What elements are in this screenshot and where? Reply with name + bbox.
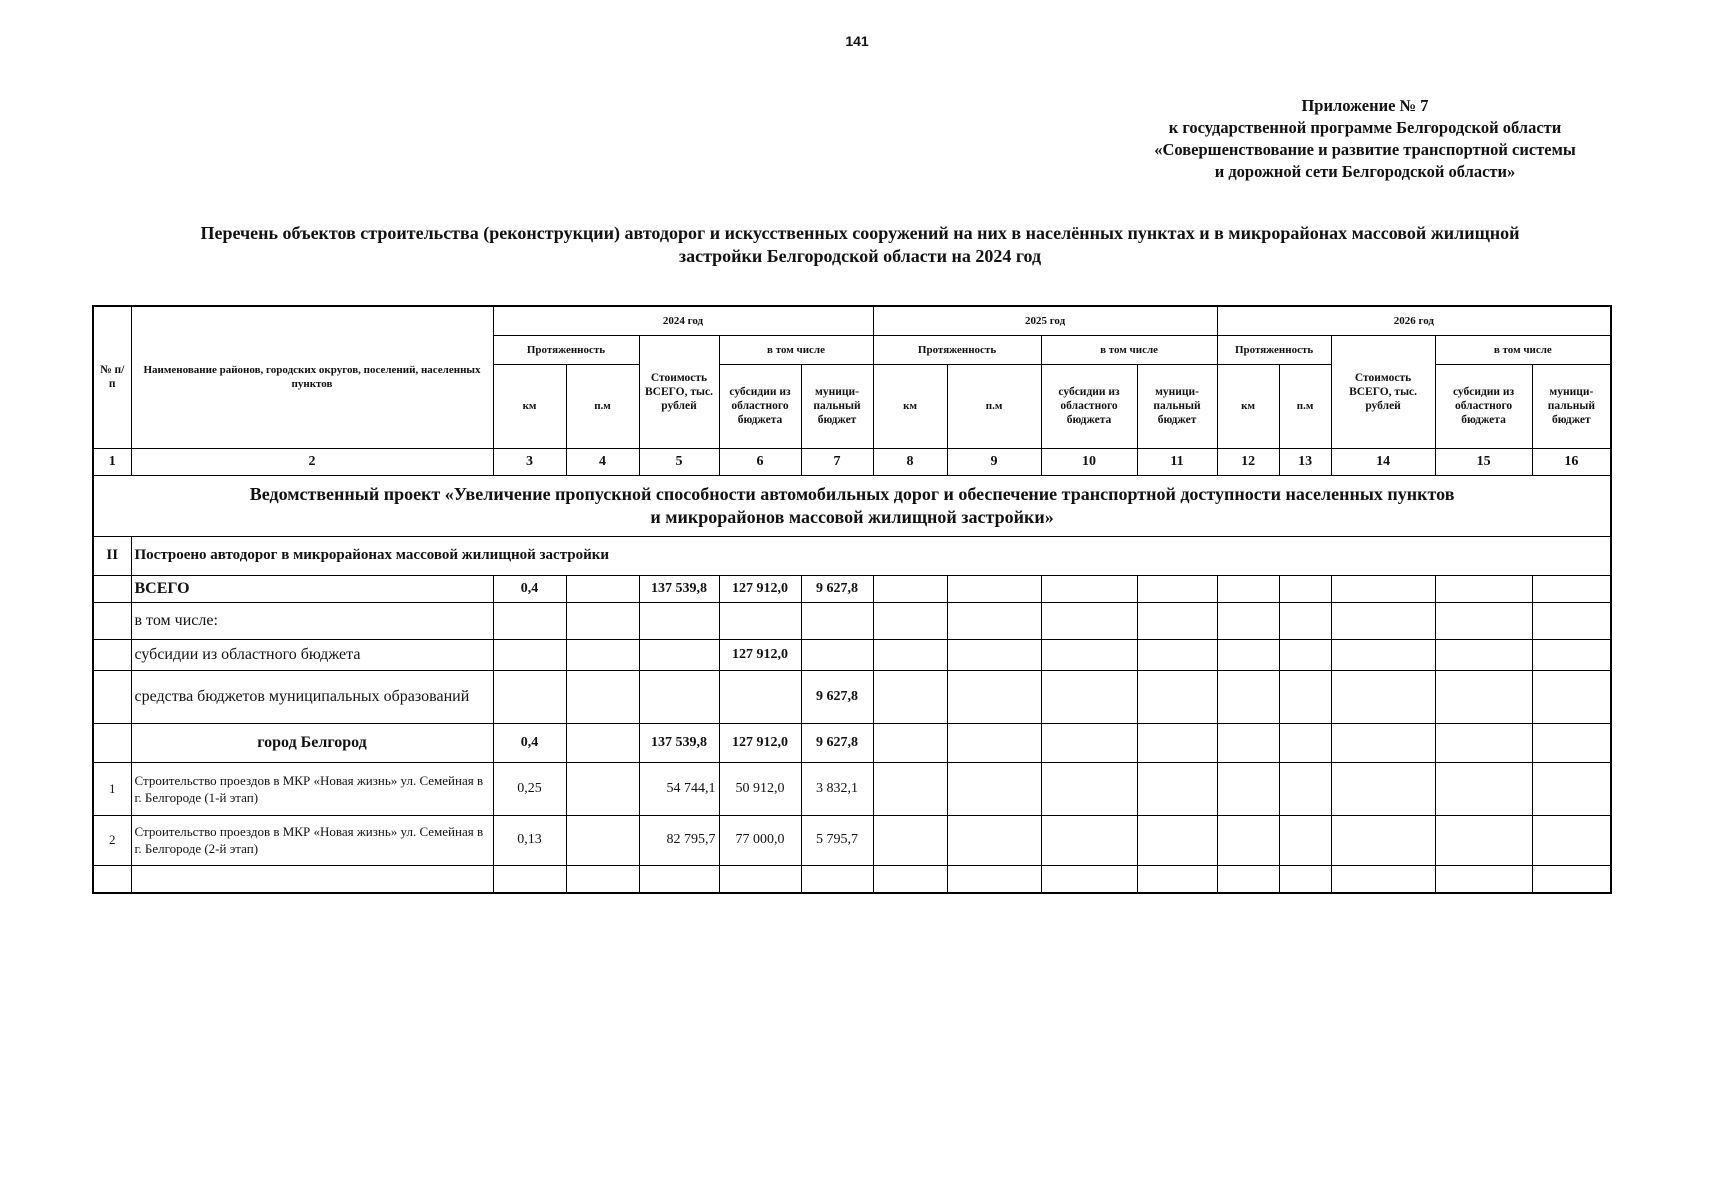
column-numbers-row [93, 448, 1611, 475]
document-title-line: Перечень объектов строительства (реконструкции) автодорог и искусственных сооружений на них в населённых пунктах и в микрорайонах массовой жилищной [200, 223, 1520, 243]
header-cost-2026: Стоимость ВСЕГО, тыс. рублей [1331, 335, 1435, 448]
appendix-line: к государственной программе Белгородской области [1168, 118, 1562, 137]
col-number: 2 [131, 448, 493, 475]
col-number: 6 [719, 448, 801, 475]
appendix-line: Приложение № 7 [1301, 96, 1429, 115]
project-title-line: и микрорайонов массовой жилищной застройки» [650, 506, 1054, 527]
col-number: 10 [1041, 448, 1137, 475]
header-incl-2025: в том числе [1041, 335, 1217, 364]
appendix-note [1080, 95, 1650, 183]
item-name: Строительство проездов в МКР «Новая жизнь» ул. Семейная в г. Белгороде (2-й этап) [131, 815, 493, 865]
subsidies-value: 127 912,0 [719, 639, 801, 670]
document-title [80, 222, 1640, 268]
table-row [93, 670, 1611, 723]
header-km: км [493, 364, 566, 448]
row-city-label: город Белгород [131, 723, 493, 762]
row-incl-label: в том числе: [131, 602, 493, 639]
item-number: 1 [93, 762, 131, 815]
header-municipal: муници-пальный бюджет [1137, 364, 1217, 448]
total-municipal: 9 627,8 [801, 575, 873, 602]
item-subsidies: 50 912,0 [719, 762, 801, 815]
col-number: 11 [1137, 448, 1217, 475]
col-number: 16 [1532, 448, 1611, 475]
item-cost: 54 744,1 [639, 762, 719, 815]
header-length-2025: Протяженность [873, 335, 1041, 364]
total-subsidies: 127 912,0 [719, 575, 801, 602]
total-cost: 137 539,8 [639, 575, 719, 602]
header-name: Наименование районов, городских округов, поселений, населенных пунктов [131, 306, 493, 448]
row-municipal-label: средства бюджетов муниципальных образований [131, 670, 493, 723]
table-row [93, 575, 1611, 602]
col-number: 12 [1217, 448, 1279, 475]
col-number: 14 [1331, 448, 1435, 475]
table-row [93, 602, 1611, 639]
item-subsidies: 77 000,0 [719, 815, 801, 865]
col-number: 7 [801, 448, 873, 475]
header-incl-2026: в том числе [1435, 335, 1611, 364]
objects-table [92, 305, 1612, 894]
header-subsidies: субсидии из областного бюджета [1435, 364, 1532, 448]
header-length-2026: Протяженность [1217, 335, 1331, 364]
item-cost: 82 795,7 [639, 815, 719, 865]
row-total-label: ВСЕГО [131, 575, 493, 602]
header-num: № п/п [93, 306, 131, 448]
header-pm: п.м [947, 364, 1041, 448]
project-title-line: Ведомственный проект «Увеличение пропускной способности автомобильных дорог и обеспечение транспортной доступности населенных пунктов [249, 483, 1455, 504]
table-row [93, 639, 1611, 670]
item-municipal: 3 832,1 [801, 762, 873, 815]
city-km: 0,4 [493, 723, 566, 762]
col-number: 5 [639, 448, 719, 475]
table-row [93, 865, 1611, 893]
col-number: 15 [1435, 448, 1532, 475]
total-km: 0,4 [493, 575, 566, 602]
header-municipal: муници-пальный бюджет [1532, 364, 1611, 448]
page-number: 141 [845, 33, 869, 49]
header-subsidies: субсидии из областного бюджета [719, 364, 801, 448]
table-row [93, 815, 1611, 865]
col-number: 4 [566, 448, 639, 475]
header-year-2024: 2024 год [493, 306, 873, 335]
city-cost: 137 539,8 [639, 723, 719, 762]
table-row [93, 762, 1611, 815]
col-number: 3 [493, 448, 566, 475]
project-title [93, 475, 1611, 536]
header-municipal: муници-пальный бюджет [801, 364, 873, 448]
item-number: 2 [93, 815, 131, 865]
header-km: км [873, 364, 947, 448]
section-number: II [93, 536, 131, 575]
municipal-value: 9 627,8 [801, 670, 873, 723]
item-km: 0,13 [493, 815, 566, 865]
appendix-line: «Совершенствование и развитие транспортной системы [1154, 140, 1576, 159]
col-number: 9 [947, 448, 1041, 475]
item-km: 0,25 [493, 762, 566, 815]
section-title: Построено автодорог в микрорайонах массовой жилищной застройки [131, 536, 1611, 575]
header-pm: п.м [566, 364, 639, 448]
col-number: 13 [1279, 448, 1331, 475]
document-title-line: застройки Белгородской области на 2024 год [678, 246, 1042, 266]
item-name: Строительство проездов в МКР «Новая жизнь» ул. Семейная в г. Белгороде (1-й этап) [131, 762, 493, 815]
header-subsidies: субсидии из областного бюджета [1041, 364, 1137, 448]
header-length-2024: Протяженность [493, 335, 639, 364]
appendix-line: и дорожной сети Белгородской области» [1214, 162, 1516, 181]
header-cost-2024: Стоимость ВСЕГО, тыс. рублей [639, 335, 719, 448]
header-year-2025: 2025 год [873, 306, 1217, 335]
city-municipal: 9 627,8 [801, 723, 873, 762]
item-municipal: 5 795,7 [801, 815, 873, 865]
header-year-2026: 2026 год [1217, 306, 1611, 335]
table-row [93, 723, 1611, 762]
header-km: км [1217, 364, 1279, 448]
col-number: 8 [873, 448, 947, 475]
header-incl-2024: в том числе [719, 335, 873, 364]
city-subsidies: 127 912,0 [719, 723, 801, 762]
header-pm: п.м [1279, 364, 1331, 448]
col-number: 1 [93, 448, 131, 475]
row-subsidies-label: субсидии из областного бюджета [131, 639, 493, 670]
